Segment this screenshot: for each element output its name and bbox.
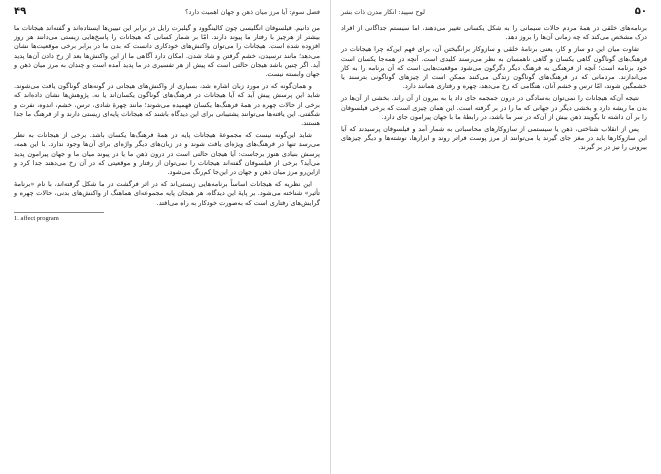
left-running-head: فصل سوم: آیا مرز میان ذهن و جهان اهمیت دارد؟	[185, 8, 320, 16]
right-page	[331, 0, 661, 474]
left-page-header	[14, 6, 320, 20]
right-page-number: ۵۰	[634, 6, 647, 17]
left-paragraph-1: من دانیم. فیلسوفان انگلیسی چون کالینگوود و گیلبرت رایل در برابر این تبیین‌ها ایستاده‌اند و گفته‌اند هیجانات ما بیشتر از هرچیز با رفتار ما پیوند دارند. امّا بر شمار کسانی که هیجانات را پاسخ‌هایی زیستی می‌دانند هر روز افزوده شده است. هیجانات را می‌توان واکنش‌های خودکاری دانست که بدن ما در برابر برخی موقعیت‌ها نشان می‌دهد؛ مانند ترسیدن، خشم گرفتن و شاد شدن. امکان دارد آگاهی ما از این واکنش‌ها بعد از رخ دادن آن‌ها پدید آید. اگر چنین باشد هیجان حالتی است که پیش از هر تفسیری در ما پدید آمده است و چندان به مرز میان ذهن و جهان وابسته نیست.	[14, 24, 320, 79]
left-body-text	[14, 24, 320, 208]
footnote-rule	[14, 212, 104, 213]
left-paragraph-2: و همان‌گونه که در مورد زبان اشاره شد، بسیاری از واکنش‌های هیجانی در گونه‌های گوناگون یافت می‌شوند. شاید این پرسش پیش آید که آیا هیجانات در فرهنگ‌های گوناگون یکسان‌اند یا نه. پژوهش‌ها نشان داده‌اند که برخی از حالات چهره در همهٔ فرهنگ‌ها یکسان فهمیده می‌شوند؛ مانند چهرهٔ شادی، ترس، خشم، اندوه، نفرت و شگفتی. این یافته‌ها می‌توانند پشتیبانی برای این دیدگاه باشند که هیجانات پایه‌ای زیستی دارند و از فرهنگ ما جدا هستند.	[14, 82, 320, 128]
left-page-number: ۴۹	[14, 6, 27, 17]
right-paragraph-4: پس از انقلاب شناختی، ذهن یا سیستمی از سازوکارهای محاسباتی به شمار آمد و فیلسوفان پرسیدند که آیا این سازوکارها باید در مغز جای گیرند یا می‌توانند از مرز پوست فراتر روند و ابزارها، نوشته‌ها و دیگر چیزهای بیرونی را نیز در بر گیرند.	[341, 125, 647, 152]
right-paragraph-1: برنامه‌های خلقی در همهٔ مردم حالات سیمانی را به شکل یکسانی تغییر می‌دهند، اما سیستم جداگانی از افراد درک مشخص می‌کند که چه زمانی آن‌ها را بروز دهد.	[341, 24, 647, 42]
left-paragraph-3: شاید این‌گونه نیست که مجموعهٔ هیجانات پایه در همهٔ فرهنگ‌ها یکسان باشد. برخی از هیجانات به نظر می‌رسد تنها در فرهنگ‌های ویژه‌ای یافت شوند و در زبان‌های دیگر واژه‌ای برای آن‌ها وجود ندارد. با این همه، پرسش بنیادی هنوز برجاست: آیا هیجان حالتی است در درون ذهن ما یا در پیوند میان ما و جهان پیرامون پدید می‌آید؟ برخی از فیلسوفان گفته‌اند هیجانات را نمی‌توان از رفتار و موقعیتی که در آن رخ می‌دهند جدا کرد و ازاین‌رو مرز میان ذهن و جهان در این‌جا کم‌رنگ می‌شود.	[14, 131, 320, 177]
right-paragraph-2: تفاوت میان این دو ساز و کار، یعنی برنامهٔ خلقی و سازوکار برانگیختن آن، برای فهم این‌که چرا هیجانات در فرهنگ‌های گوناگون گاهی یکسان و گاهی ناهمسان به نظر می‌رسند کلیدی است. آنچه در همه‌جا یکسان است خود برنامه است؛ آنچه از فرهنگی به فرهنگ دیگر دگرگون می‌شود موقعیت‌هایی است که آن برنامه را به کار می‌اندازند. مردمانی که در فرهنگ‌های گوناگون زندگی می‌کنند ممکن است از چیزهای گوناگونی بترسند یا خشمگین شوند، امّا ترس و خشم آنان، هنگامی که رخ می‌دهد، چهره و رفتاری همانند دارد.	[341, 45, 647, 91]
right-body-text	[341, 24, 647, 153]
left-page	[0, 0, 330, 474]
footnote: 1. affect program	[14, 214, 59, 222]
right-page-header	[341, 6, 647, 20]
left-paragraph-4: این نظریه که هیجانات اساساً برنامه‌هایی زیستی‌اند که در اثر فرگشت در ما شکل گرفته‌اند، با نام «برنامهٔ تأثیر» شناخته می‌شود. بر پایهٔ این دیدگاه، هر هیجان پایه مجموعه‌ای هماهنگ از واکنش‌های بدنی، حالات چهره و گرایش‌های رفتاری است که به‌صورت خودکار به راه می‌افتد.	[14, 180, 320, 207]
right-paragraph-3: نتیجه آن‌که هیجانات را نمی‌توان به‌سادگی در درون جمجمه جای داد یا به بیرون از آن راند. بخشی از آن‌ها در بدن ما ریشه دارد و بخشی دیگر در جهانی که ما را در بر گرفته است. این همان چیزی است که برخی فیلسوفان را بر آن داشته تا بگویند ذهن بیش از آن‌که در سر ما باشد، در رابطهٔ ما با جهان پیرامون جای دارد.	[341, 94, 647, 121]
right-running-head: لوح سپید: انکار مدرن ذات بشر	[341, 8, 425, 16]
